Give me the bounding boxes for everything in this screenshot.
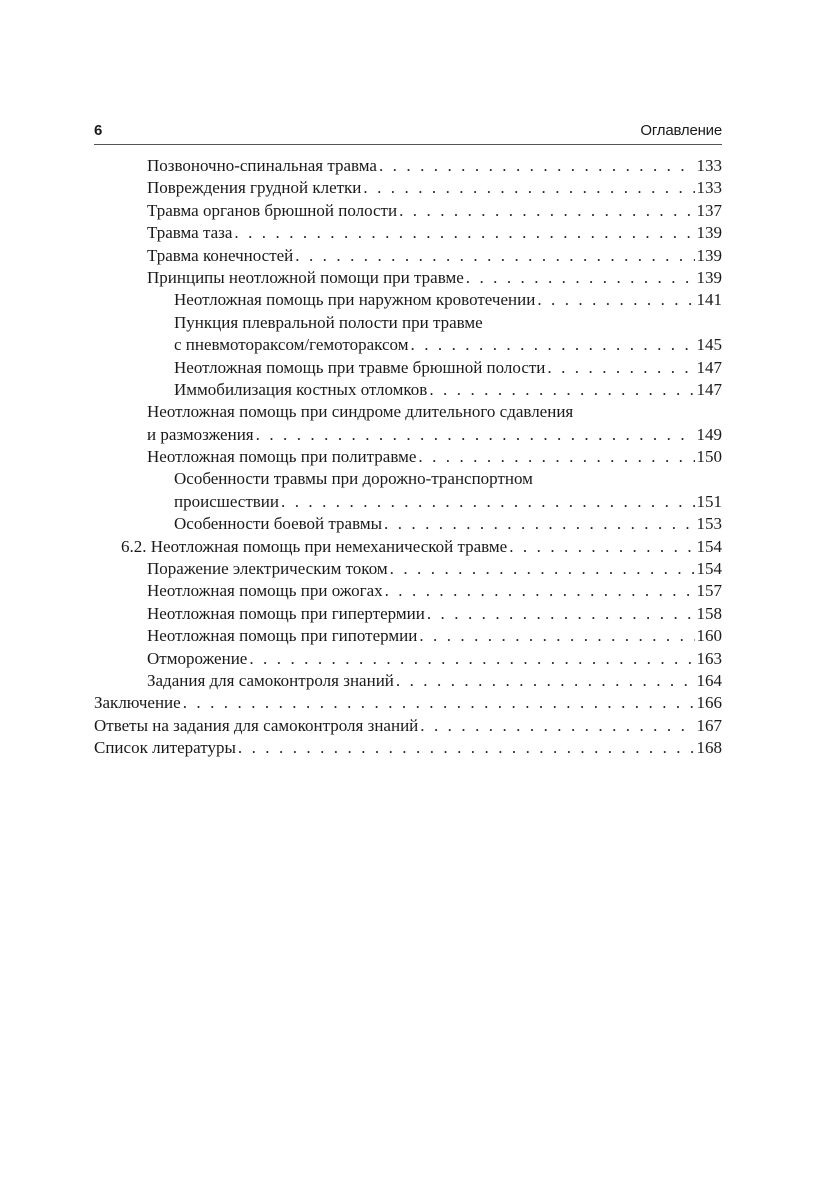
toc-entry[interactable] [94,625,722,647]
toc-entry[interactable] [94,468,722,513]
toc-entry-line [94,603,722,625]
toc-entry[interactable] [94,401,722,446]
dot-leader [399,200,694,222]
toc-entry-line [94,715,722,737]
toc-entry-line [94,155,722,177]
toc-entry[interactable] [94,200,722,222]
toc-entry[interactable] [94,715,722,737]
toc-entry[interactable] [94,580,722,602]
table-of-contents [94,155,722,760]
toc-entry-title: Особенности травмы при дорожно-транспортном [174,469,533,489]
toc-entry-line [94,692,722,714]
toc-entry-title: Ответы на задания для самоконтроля знаний [94,715,419,735]
toc-entry-title: Иммобилизация костных отломков [174,379,428,399]
toc-entry-line-continued [94,312,722,334]
toc-entry-line [94,648,722,670]
toc-entry-line [94,334,722,356]
toc-entry-line [94,357,722,379]
toc-entry-line [94,289,722,311]
dot-leader [256,424,695,446]
toc-page-number: 150 [696,447,722,467]
toc-entry-title: Травма конечностей [147,245,294,265]
toc-page-number: 163 [696,648,722,668]
toc-page-number: 139 [696,267,722,287]
page-header [94,118,722,145]
toc-entry[interactable] [94,737,722,759]
toc-page-number: 160 [696,626,722,646]
toc-entry-title: Травма таза [147,223,233,243]
dot-leader [363,177,694,199]
toc-entry-title: Заключение [94,693,181,713]
toc-entry-title: 6.2. Неотложная помощь при немеханической травме [121,536,508,556]
toc-entry-line [94,177,722,199]
toc-page-number: 147 [696,379,722,399]
toc-entry-line [94,737,722,759]
toc-entry-title: Задания для самоконтроля знаний [147,670,394,690]
toc-entry-line [94,222,722,244]
toc-entry[interactable] [94,446,722,468]
toc-entry-title: Неотложная помощь при наружном кровотечении [174,290,536,310]
toc-entry-line [94,424,722,446]
toc-entry-title: Отморожение [147,648,248,668]
toc-entry[interactable] [94,357,722,379]
dot-leader [411,334,695,356]
toc-entry[interactable] [94,289,722,311]
toc-page-number: 139 [696,223,722,243]
toc-page-number: 167 [696,715,722,735]
toc-entry-title: Пункция плевральной полости при травме [174,312,483,332]
toc-entry-title: Неотложная помощь при травме брюшной полости [174,357,546,377]
dot-leader [249,648,694,670]
dot-leader [234,222,694,244]
dot-leader [295,245,694,267]
dot-leader [427,603,695,625]
dot-leader [537,289,694,311]
dot-leader [429,379,694,401]
dot-leader [385,580,695,602]
toc-entry-line [94,625,722,647]
toc-entry-title: Повреждения грудной клетки [147,178,362,198]
dot-leader [466,267,695,289]
toc-entry[interactable] [94,267,722,289]
toc-entry-line [94,558,722,580]
toc-entry-line [94,536,722,558]
toc-page-number: 154 [696,559,722,579]
dot-leader [238,737,695,759]
toc-page-number: 133 [696,156,722,175]
toc-entry-title: происшествии [174,491,279,511]
toc-page-number: 166 [696,693,722,713]
toc-page-number: 145 [696,335,722,355]
toc-entry-title: Поражение электрическим током [147,559,388,579]
toc-page-number: 139 [696,245,722,265]
toc-entry[interactable] [94,177,722,199]
toc-entry-title: Неотложная помощь при гипотермии [147,626,418,646]
toc-page-number: 153 [696,514,722,534]
toc-entry[interactable] [94,379,722,401]
dot-leader [396,670,695,692]
toc-entry[interactable] [94,513,722,535]
toc-entry-title: Особенности боевой травмы [174,514,382,534]
toc-page-number: 168 [696,738,722,758]
toc-page-number: 158 [696,603,722,623]
toc-entry-line-continued [94,468,722,490]
toc-entry[interactable] [94,312,722,357]
toc-entry-title: Неотложная помощь при политравме [147,447,417,467]
toc-page-number: 151 [696,491,722,511]
toc-entry-line [94,200,722,222]
toc-page-number: 157 [696,581,722,601]
dot-leader [419,625,694,647]
toc-entry-line-continued [94,401,722,423]
dot-leader [183,692,695,714]
toc-page-number: 133 [696,178,722,198]
toc-entry-line [94,513,722,535]
toc-entry-line [94,491,722,513]
dot-leader [509,536,694,558]
toc-entry-line [94,245,722,267]
toc-page-number: 149 [696,424,722,444]
dot-leader [281,491,695,513]
toc-entry[interactable] [94,558,722,580]
running-title: Оглавление [640,122,722,139]
dot-leader [418,446,694,468]
dot-leader [547,357,694,379]
toc-page-number: 137 [696,200,722,220]
dot-leader [420,715,694,737]
page-number: 6 [94,122,103,139]
toc-entry[interactable] [94,536,722,558]
toc-entry[interactable] [94,222,722,244]
toc-entry-title: Травма органов брюшной полости [147,200,398,220]
toc-page-number: 141 [696,290,722,310]
dot-leader [390,558,695,580]
toc-entry-title: Принципы неотложной помощи при травме [147,267,464,287]
toc-entry[interactable] [94,603,722,625]
toc-entry-title: Позвоночно-спинальная травма [147,156,377,175]
toc-entry[interactable] [94,670,722,692]
toc-entry-title: Список литературы [94,738,236,758]
toc-entry[interactable] [94,648,722,670]
toc-entry-title: Неотложная помощь при синдроме длительного сдавления [147,402,574,422]
toc-entry-title: с пневмотораксом/гемотораксом [174,335,409,355]
toc-page-number: 147 [696,357,722,377]
toc-entry[interactable] [94,692,722,714]
toc-page-number: 154 [696,536,722,556]
toc-entry-title: и размозжения [147,424,254,444]
toc-entry-title: Неотложная помощь при гипертермии [147,603,425,623]
toc-entry-line [94,580,722,602]
toc-entry-line [94,267,722,289]
toc-entry[interactable] [94,155,722,177]
toc-entry-line [94,379,722,401]
toc-entry[interactable] [94,245,722,267]
toc-entry-line [94,446,722,468]
toc-page-number: 164 [696,670,722,690]
toc-entry-line [94,670,722,692]
dot-leader [379,155,695,177]
toc-entry-title: Неотложная помощь при ожогах [147,581,383,601]
dot-leader [384,513,695,535]
